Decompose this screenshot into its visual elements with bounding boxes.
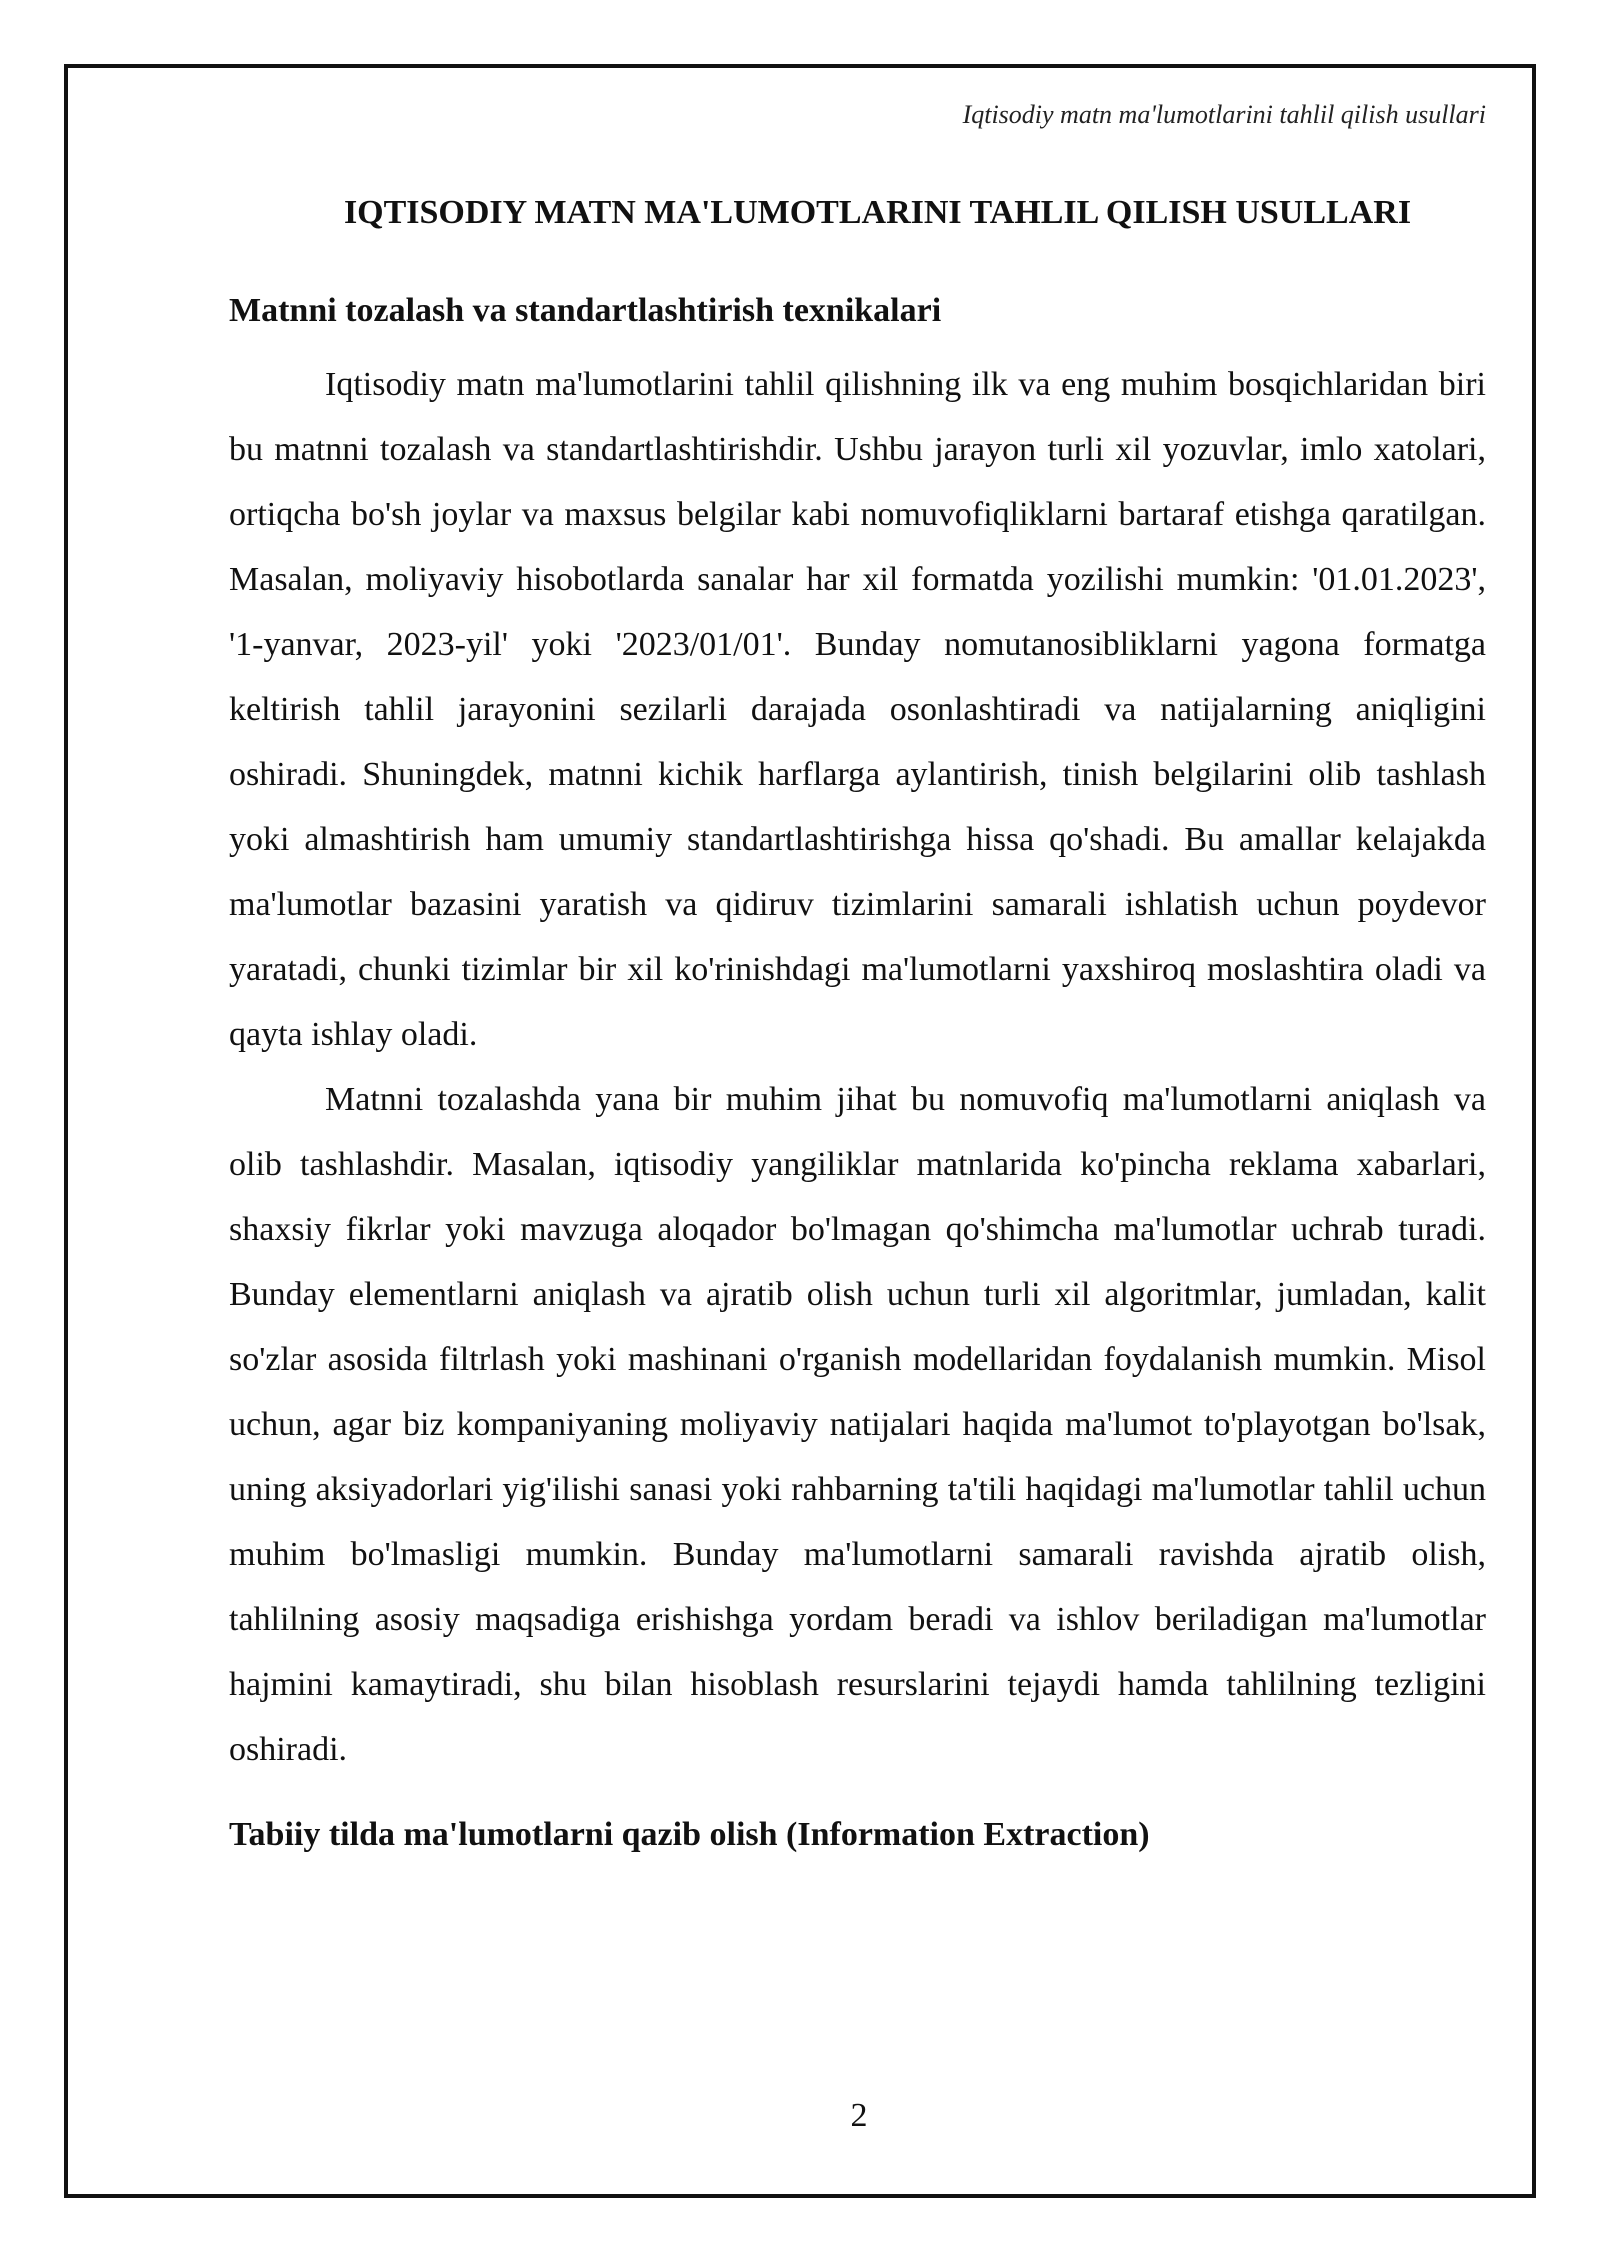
section-heading-text-cleaning: Matnni tozalash va standartlashtirish texnikalari [229,292,942,329]
running-header: Iqtisodiy matn ma'lumotlarini tahlil qilish usullari [962,100,1486,129]
paragraph: Matnni tozalashda yana bir muhim jihat bu nomuvofiq ma'lumotlarni aniqlash va olib tashlashdir. Masalan, iqtisodiy yangiliklar matnlarida ko'pincha reklama xabarlari, shaxsiy fikrlar yoki mavzuga aloqador bo'lmagan qo'shimcha ma'lumotlar uchrab turadi. Bunday elementlarni aniqlash va ajratib olish uchun turli xil algoritmlar, jumladan, kalit so'zlar asosida filtrlash yoki mashinani o'rganish modellaridan foydalanish mumkin. Misol uchun, agar biz kompaniyaning moliyaviy natijalari haqida ma'lumot to'playotgan bo'lsak, uning aksiyadorlari yig'ilishi sanasi yoki rahbarning ta'tili haqidagi ma'lumotlar tahlil uchun muhim bo'lmasligi mumkin. Bunday ma'lumotlarni samarali ravishda ajratib olish, tahlilning asosiy maqsadiga erishishga yordam beradi va ishlov beriladigan ma'lumotlar hajmini kamaytiradi, shu bilan hisoblash resurslarini tejaydi hamda tahlilning tezligini oshiradi. [229,1081,1486,1768]
page-content [229,188,1486,1860]
page-number: 2 [850,2097,868,2134]
paragraph: Iqtisodiy matn ma'lumotlarini tahlil qilishning ilk va eng muhim bosqichlaridan biri bu matnni tozalash va standartlashtirishdir. Ushbu jarayon turli xil yozuvlar, imlo xatolari, ortiqcha bo'sh joylar va maxsus belgilar kabi nomuvofiqliklarni bartaraf etishga qaratilgan. Masalan, moliyaviy hisobotlarda sanalar har xil formatda yozilishi mumkin: '01.01.2023', '1-yanvar, 2023-yil' yoki '2023/01/01'. Bunday nomutanosibliklarni yagona formatga keltirish tahlil jarayonini sezilarli darajada osonlashtiradi va natijalarning aniqligini oshiradi. Shuningdek, matnni kichik harflarga aylantirish, tinish belgilarini olib tashlash yoki almashtirish ham umumiy standartlashtirishga hissa qo'shadi. Bu amallar kelajakda ma'lumotlar bazasini yaratish va qidiruv tizimlarini samarali ishlatish uchun poydevor yaratadi, chunki tizimlar bir xil ko'rinishdagi ma'lumotlarni yaxshiroq moslashtira oladi va qayta ishlay oladi. [229,366,1486,1053]
section-heading-information-extraction: Tabiiy tilda ma'lumotlarni qazib olish (Information Extraction) [229,1816,1150,1853]
document-title: IQTISODIY MATN MA'LUMOTLARINI TAHLIL QILISH USULLARI [343,194,1412,231]
